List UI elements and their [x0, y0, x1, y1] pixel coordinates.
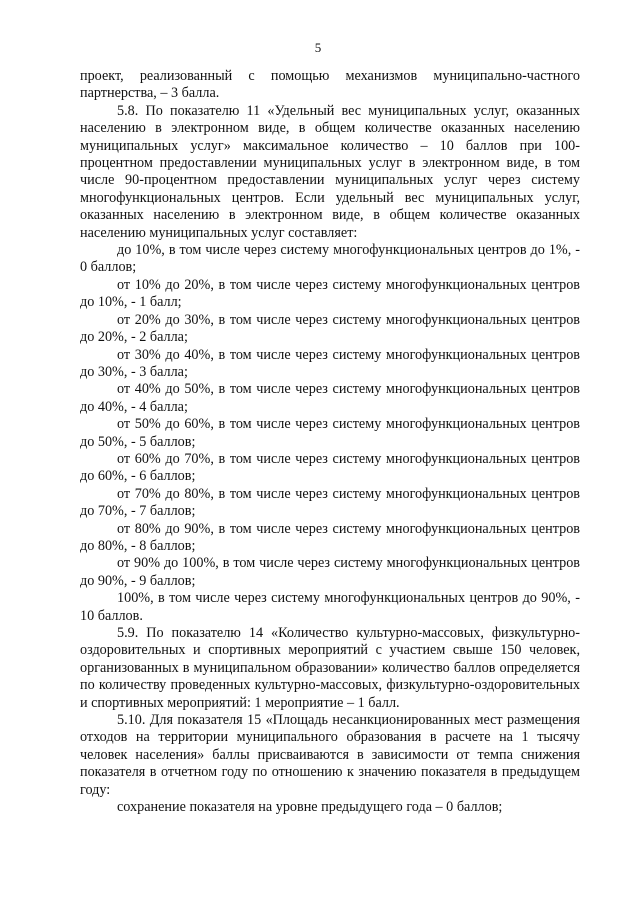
range-item-8: от 80% до 90%, в том числе через систему многофункциональных центров до 80%, - 8 баллов; [80, 520, 580, 554]
range-item-6: от 60% до 70%, в том числе через систему многофункциональных центров до 60%, - 6 баллов; [80, 450, 580, 485]
paragraph-5-10: 5.10. Для показателя 15 «Площадь несанкционированных мест размещения отходов на территории муниципального образования в расчете на 1 тысячу человек населения» баллы присваиваются в зависимости от темпа снижения показателя в отчетном году по отношению к значению показателя в предыдущем году: [80, 712, 580, 798]
range-item-4: от 40% до 50%, в том числе через систему многофункциональных центров до 40%, - 4 балла; [80, 381, 580, 415]
paragraph-preservation-item: сохранение показателя на уровне предыдущего года – 0 баллов; [117, 799, 503, 816]
document-body [80, 68, 580, 816]
paragraph-5-9: 5.9. По показателю 14 «Количество культурно-массовых, физкультурно-оздоровительных и спортивных мероприятий с участием свыше 150 человек, организованных в муниципальном образовании» количество баллов определяется по количеству проведенных культурно-массовых, физкультурно-оздоровительных и спортивных мероприятий: 1 мероприятие – 1 балл. [80, 625, 580, 711]
range-item-9: от 90% до 100%, в том числе через систему многофункциональных центров до 90%, - 9 баллов; [80, 555, 580, 589]
range-item-10: 100%, в том числе через систему многофункциональных центров до 90%, - 10 баллов. [80, 590, 580, 624]
range-item-0: до 10%, в том числе через систему многофункциональных центров до 1%, - 0 баллов; [80, 242, 580, 276]
range-item-5: от 50% до 60%, в том числе через систему многофункциональных центров до 50%, - 5 баллов; [80, 416, 580, 450]
range-item-2: от 20% до 30%, в том числе через систему многофункциональных центров до 20%, - 2 балла; [80, 311, 580, 346]
range-item-1: от 10% до 20%, в том числе через систему многофункциональных центров до 10%, - 1 балл; [80, 276, 580, 311]
paragraph-5-8: 5.8. По показателю 11 «Удельный вес муниципальных услуг, оказанных населению в электронном виде, в общем количестве оказанных населению муниципальных услуг» максимальное количество – 10 баллов при 100-процентном предоставлении муниципальных услуг в электронном виде, в том числе 90-процентном предоставлении муниципальных услуг через систему многофункциональных центров. Если удельный вес муниципальных услуг, оказанных населению в электронном виде, в общем количестве оказанных населению муниципальных услуг составляет: [80, 102, 580, 241]
range-item-3: от 30% до 40%, в том числе через систему многофункциональных центров до 30%, - 3 балла; [80, 346, 580, 380]
paragraph-partnership-continuation: проект, реализованный с помощью механизмов муниципально-частного партнерства, – 3 балла. [80, 68, 580, 102]
page-number: 5 [314, 40, 322, 55]
range-item-7: от 70% до 80%, в том числе через систему многофункциональных центров до 70%, - 7 баллов; [80, 485, 580, 520]
